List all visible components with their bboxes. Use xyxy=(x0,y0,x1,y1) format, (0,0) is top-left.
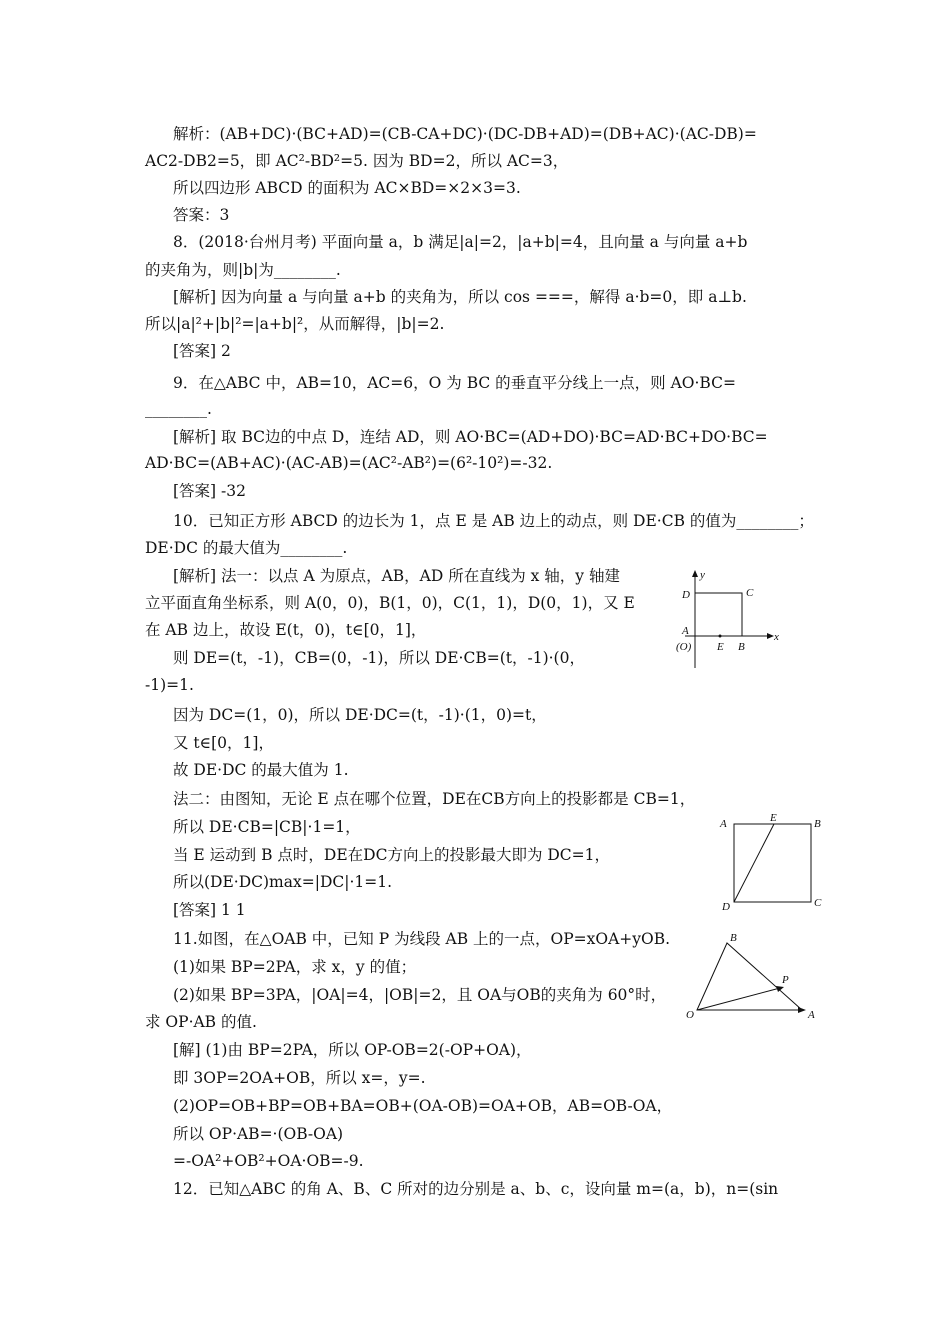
square-de-figure xyxy=(712,810,832,915)
text-line: [答案] 2 xyxy=(173,342,231,360)
text-line: 当 E 运动到 B 点时，DE在DC方向上的投影最大即为 DC=1， xyxy=(173,846,611,864)
text-line: 10．已知正方形 ABCD 的边长为 1，点 E 是 AB 边上的动点，则 DE·CB 的值为________； xyxy=(173,512,814,530)
text-line: 所以四边形 ABCD 的面积为 AC×BD=×2×3=3. xyxy=(173,179,521,197)
label-b: B xyxy=(730,932,737,944)
text-line: 法二：由图知，无论 E 点在哪个位置，DE在CB方向上的投影都是 CB=1， xyxy=(173,790,696,808)
text-line: [解] (1)由 BP=2PA，所以 OP-OB=2(-OP+OA)， xyxy=(173,1041,532,1059)
label-a: A xyxy=(720,818,727,830)
text-line: [解析] 取 BC边的中点 D，连结 AD，则 AO·BC=(AD+DO)·BC=AD·BC+DO·BC= xyxy=(173,428,768,446)
segment-de xyxy=(734,824,774,902)
text-line: 立平面直角坐标系，则 A(0，0)，B(1，0)，C(1，1)，D(0，1)，又 E xyxy=(145,594,635,612)
text-line: 所以 DE·CB=|CB|·1=1， xyxy=(173,818,361,836)
text-line: 12．已知△ABC 的角 A、B、C 所对的边分别是 a、b、c，设向量 m=(a，b)，n=(sin xyxy=(173,1180,779,1198)
text-line: 所以 OP·AB=·(OB-OA) xyxy=(173,1125,344,1143)
text-line: 所以|a|²+|b|²=|a+b|²，从而解得，|b|=2. xyxy=(145,315,445,333)
text-line: 答案：3 xyxy=(173,206,230,224)
text-line: 故 DE·DC 的最大值为 1. xyxy=(173,761,349,779)
label-d: D xyxy=(682,589,690,601)
segment-op xyxy=(697,988,780,1010)
text-line: -1)=1. xyxy=(145,676,194,694)
text-line: [答案] 1 1 xyxy=(173,901,246,919)
label-a: A xyxy=(808,1009,815,1021)
text-line: 11.如图，在△OAB 中，已知 P 为线段 AB 上的一点，OP=xOA+yOB. xyxy=(173,930,671,948)
text-line: (2)OP=OB+BP=OB+BA=OB+(OA-OB)=OA+OB，AB=OB-OA， xyxy=(173,1097,673,1115)
text-line: 9．在△ABC 中，AB=10，AC=6，O 为 BC 的垂直平分线上一点，则 AO·BC= xyxy=(173,374,736,392)
label-x: x xyxy=(774,631,779,643)
label-d: D xyxy=(722,901,730,913)
label-e: E xyxy=(717,641,724,653)
text-line: 所以(DE·DC)max=|DC|·1=1. xyxy=(173,873,393,891)
arrow-op xyxy=(776,986,784,992)
text-line: 的夹角为，则|b|为________. xyxy=(145,261,341,279)
text-line: [解析] 法一：以点 A 为原点，AB，AD 所在直线为 x 轴，y 轴建 xyxy=(173,567,620,585)
label-a: A xyxy=(682,625,689,637)
text-line: DE·DC 的最大值为________. xyxy=(145,539,348,557)
coordinate-square-figure xyxy=(670,568,790,673)
y-axis-arrow xyxy=(692,570,698,577)
label-p: P xyxy=(782,974,789,986)
text-line: (1)如果 BP=2PA，求 x，y 的值； xyxy=(173,958,417,976)
text-line: 又 t∈[0，1]， xyxy=(173,734,274,752)
text-line: 则 DE=(t，-1)，CB=(0，-1)，所以 DE·CB=(t，-1)·(0， xyxy=(173,649,585,667)
point-e xyxy=(719,635,722,638)
text-line: (2)如果 BP=3PA，|OA|=4，|OB|=2，且 OA与OB的夹角为 60°时， xyxy=(173,986,667,1004)
label-c: C xyxy=(814,897,822,909)
text-line: [答案] -32 xyxy=(173,482,246,500)
square-abcd xyxy=(734,824,811,902)
text-line: AC2-DB2=5，即 AC²-BD²=5. 因为 BD=2，所以 AC=3， xyxy=(145,152,569,170)
label-o: O xyxy=(686,1009,694,1021)
label-b: B xyxy=(738,641,745,653)
arrow-oa xyxy=(798,1007,806,1013)
text-line: 求 OP·AB 的值. xyxy=(145,1013,257,1031)
label-b: B xyxy=(814,818,821,830)
text-line: 8．(2018·台州月考) 平面向量 a，b 满足|a|=2，|a+b|=4，且向量 a 与向量 a+b xyxy=(173,233,748,251)
text-line: 即 3OP=2OA+OB，所以 x=，y=. xyxy=(173,1069,426,1087)
text-line: 因为 DC=(1，0)，所以 DE·DC=(t，-1)·(1，0)=t， xyxy=(173,706,547,724)
text-line: 在 AB 边上，故设 E(t，0)，t∈[0，1]， xyxy=(145,621,427,639)
triangle-oab-figure xyxy=(682,928,822,1023)
square-abcd xyxy=(695,593,742,636)
label-y: y xyxy=(700,569,705,581)
label-c: C xyxy=(746,587,754,599)
label-o: (O) xyxy=(676,641,692,653)
text-line: ________. xyxy=(145,400,212,418)
text-line: [解析] 因为向量 a 与向量 a+b 的夹角为，所以 cos ===，解得 a·b=0，即 a⊥b. xyxy=(173,288,747,306)
label-e: E xyxy=(770,812,777,824)
text-line: =-OA²+OB²+OA·OB=-9. xyxy=(173,1152,364,1170)
text-line: AD·BC=(AB+AC)·(AC-AB)=(AC²-AB²)=(6²-10²)=-32. xyxy=(145,454,553,472)
text-line: 解析：(AB+DC)·(BC+AD)=(CB-CA+DC)·(DC-DB+AD)=(DB+AC)·(AC-DB)= xyxy=(173,125,757,143)
x-axis-arrow xyxy=(767,633,774,639)
